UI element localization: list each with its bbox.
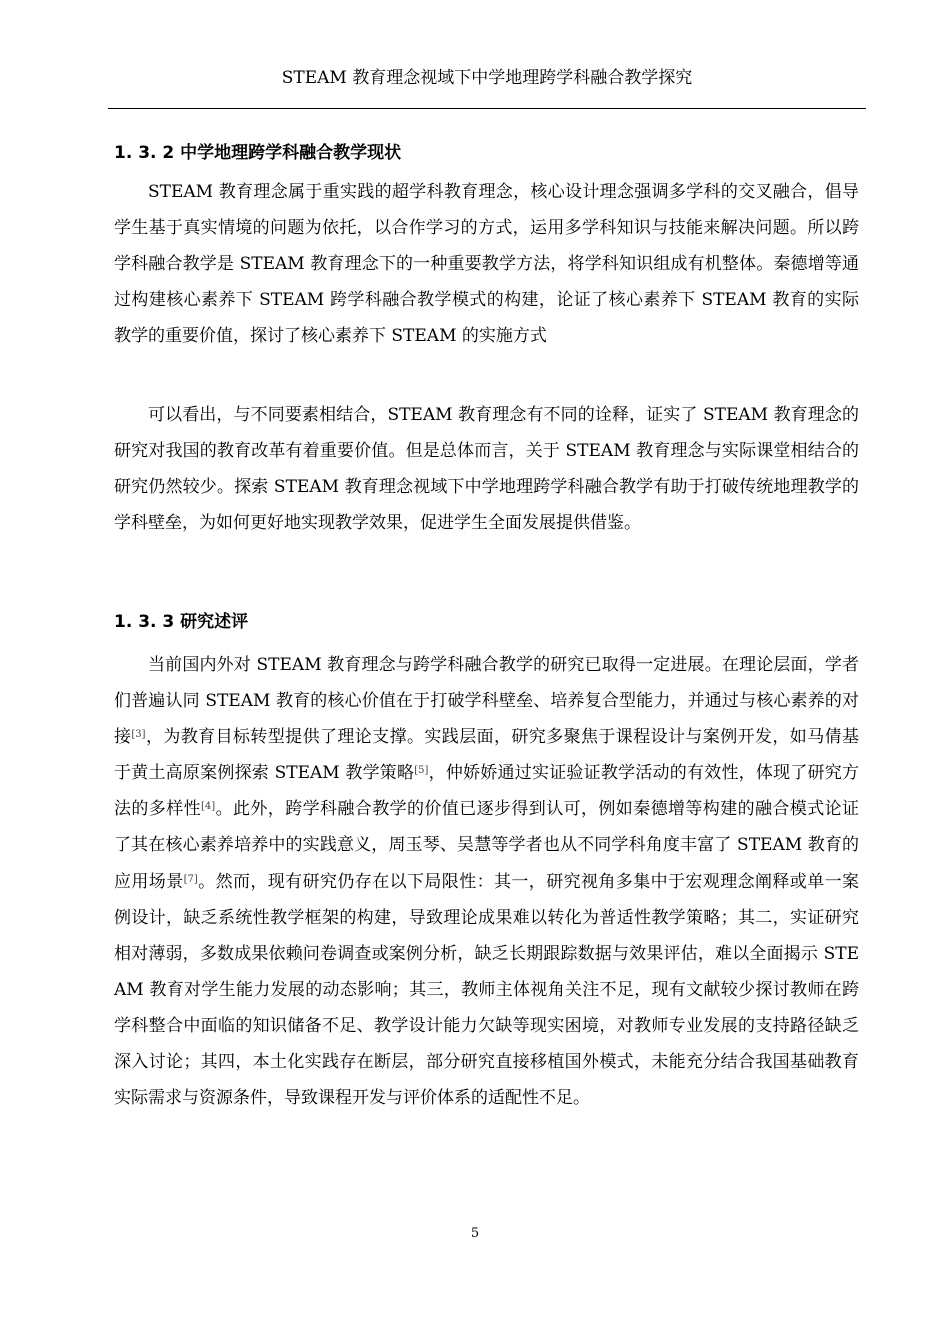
citation-ref: [3] xyxy=(131,729,146,741)
citation-ref: [7] xyxy=(183,873,198,885)
section-heading-1-3-3: 1. 3. 3 研究述评 xyxy=(114,612,249,632)
paragraph-text: 。然而，现有研究仍存在以下局限性：其一，研究视角多集中于宏观理念阐释或单一案例设计，缺乏系统性教学框架的构建，导致理论成果难以转化为普适性教学策略；其二，实证研究相对薄弱，多数成果依赖问卷调查或案例分析，缺乏长期跟踪数据与效果评估，难以全面揭示 STEAM 教育对学生能力发展的动态影响；其三，教师主体视角关注不足，现有文献较少探讨教师在跨学科整合中面临的知识储备不足、教学设计能力欠缺等现实困境，对教师专业发展的支持路径缺乏深入讨论；其四，本土化实践存在断层，部分研究直接移植国外模式，未能充分结合我国基础教育实际需求与资源条件，导致课程开发与评价体系的适配性不足。 xyxy=(114,871,860,1109)
citation-ref: [4] xyxy=(201,801,216,813)
running-header: STEAM 教育理念视域下中学地理跨学科融合教学探究 xyxy=(281,68,693,88)
paragraph-1-3-3 xyxy=(114,647,859,1116)
paragraph-text: ，仲娇娇通过实证验证教学活动的有效性，体现了研究方法的多样性 xyxy=(114,763,860,820)
paragraph-text: 。此外，跨学科融合教学的价值已逐步得到认可，例如秦德增等构建的融合模式论证了其在核心素养培养中的实践意义，周玉琴、吴慧等学者也从不同学科角度丰富了 STEAM 教育的应用场景 xyxy=(114,799,860,892)
citation-ref: [5] xyxy=(414,765,429,777)
paragraph-1-3-2-a: STEAM 教育理念属于重实践的超学科教育理念，核心设计理念强调多学科的交叉融合，倡导学生基于真实情境的问题为依托，以合作学习的方式，运用多学科知识与技能来解决问题。所以跨学科融合教学是 STEAM 教育理念下的一种重要教学方法，将学科知识组成有机整体。秦德增等通过构建核心素养下 STEAM 跨学科融合教学模式的构建，论证了核心素养下 STEAM 教育的实际教学的重要价值，探讨了核心素养下 STEAM 的实施方式 xyxy=(114,182,859,347)
paragraph-1-3-2-b: 可以看出，与不同要素相结合，STEAM 教育理念有不同的诠释，证实了 STEAM 教育理念的研究对我国的教育改革有着重要价值。但是总体而言，关于 STEAM 教育理念与实际课堂相结合的研究仍然较少。探索 STEAM 教育理念视域下中学地理跨学科融合教学有助于打破传统地理教学的学科壁垒，为如何更好地实现教学效果，促进学生全面发展提供借鉴。 xyxy=(114,405,859,534)
section-heading-1-3-2: 1. 3. 2 中学地理跨学科融合教学现状 xyxy=(114,143,402,163)
paragraph-text: ，为教育目标转型提供了理论支撑。实践层面，研究多聚焦于课程设计与案例开发，如马倩基于黄土高原案例探索 STEAM 教学策略 xyxy=(114,727,860,784)
page-number: 5 xyxy=(470,1226,480,1241)
paragraph-text: 当前国内外对 STEAM 教育理念与跨学科融合教学的研究已取得一定进展。在理论层面，学者们普遍认同 STEAM 教育的核心价值在于打破学科壁垒、培养复合型能力，并通过与核心素养的对接 xyxy=(114,655,859,748)
header-rule xyxy=(108,108,866,109)
